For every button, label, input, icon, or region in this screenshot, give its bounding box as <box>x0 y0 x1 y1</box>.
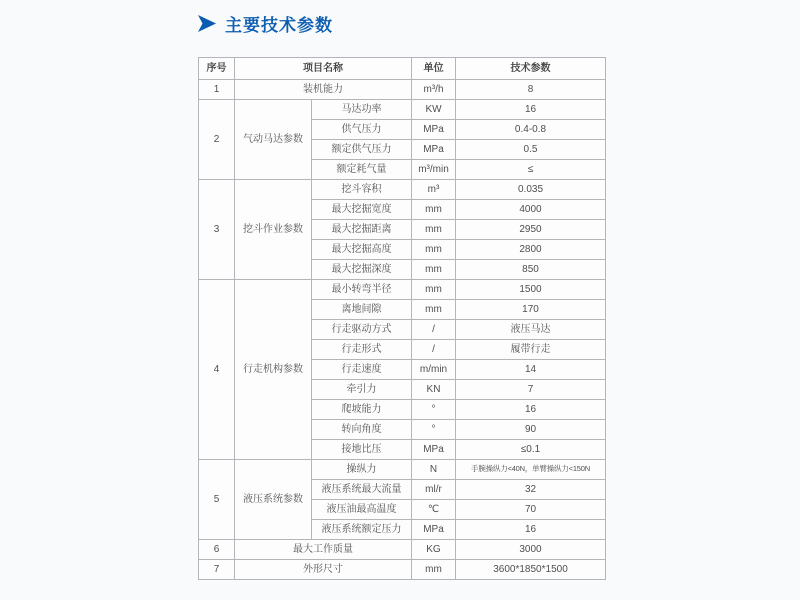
table-cell: KW <box>412 100 456 120</box>
specs-table <box>198 57 606 580</box>
table-cell: 8 <box>456 80 606 100</box>
table-cell: 挖斗作业参数 <box>235 180 312 280</box>
table-cell: ° <box>412 400 456 420</box>
table-cell: 7 <box>199 560 235 580</box>
table-cell: 操纵力 <box>312 460 412 480</box>
table-cell: MPa <box>412 140 456 160</box>
table-cell: mm <box>412 220 456 240</box>
table-cell: 6 <box>199 540 235 560</box>
table-cell: 7 <box>456 380 606 400</box>
table-cell: 16 <box>456 520 606 540</box>
table-body <box>199 80 606 580</box>
table-cell: 供气压力 <box>312 120 412 140</box>
table-cell: MPa <box>412 440 456 460</box>
table-cell: 14 <box>456 360 606 380</box>
table-row <box>199 460 606 480</box>
page-title: 主要技术参数 <box>225 16 333 35</box>
table-cell: ml/r <box>412 480 456 500</box>
table-cell: 1500 <box>456 280 606 300</box>
table-cell: 外形尺寸 <box>235 560 412 580</box>
table-cell: m³/min <box>412 160 456 180</box>
table-cell: MPa <box>412 120 456 140</box>
table-cell: 液压系统参数 <box>235 460 312 540</box>
header-cell: 项目名称 <box>235 58 412 80</box>
table-cell: 5 <box>199 460 235 540</box>
table-cell: 0.035 <box>456 180 606 200</box>
table-cell: 气动马达参数 <box>235 100 312 180</box>
table-cell: 液压马达 <box>456 320 606 340</box>
table-cell: 液压系统最大流量 <box>312 480 412 500</box>
table-cell: 3600*1850*1500 <box>456 560 606 580</box>
table-row <box>199 560 606 580</box>
table-cell: MPa <box>412 520 456 540</box>
table-cell: 2 <box>199 100 235 180</box>
table-cell: m/min <box>412 360 456 380</box>
table-row <box>199 280 606 300</box>
table-cell: KG <box>412 540 456 560</box>
table-cell: mm <box>412 260 456 280</box>
table-cell: 装机能力 <box>235 80 412 100</box>
table-cell: mm <box>412 280 456 300</box>
table-cell: 3 <box>199 180 235 280</box>
section-title <box>198 11 333 36</box>
table-cell: 1 <box>199 80 235 100</box>
table-cell: 液压系统额定压力 <box>312 520 412 540</box>
table-cell: 行走速度 <box>312 360 412 380</box>
table-cell: mm <box>412 200 456 220</box>
table-cell: 2800 <box>456 240 606 260</box>
table-row <box>199 100 606 120</box>
table-cell: 90 <box>456 420 606 440</box>
table-cell: 手腕操纵力<40N，单臂操纵力<150N <box>456 460 606 480</box>
table-cell: 离地间隙 <box>312 300 412 320</box>
table-cell: ≤0.1 <box>456 440 606 460</box>
table-header-row <box>199 58 606 80</box>
table-cell: mm <box>412 300 456 320</box>
table-cell: 850 <box>456 260 606 280</box>
table-cell: ≤ <box>456 160 606 180</box>
table-cell: ° <box>412 420 456 440</box>
table-cell: / <box>412 340 456 360</box>
header-cell: 单位 <box>412 58 456 80</box>
table-row <box>199 80 606 100</box>
table-cell: 4000 <box>456 200 606 220</box>
table-cell: N <box>412 460 456 480</box>
table-cell: 转向角度 <box>312 420 412 440</box>
table-cell: 额定耗气量 <box>312 160 412 180</box>
table-cell: 爬坡能力 <box>312 400 412 420</box>
table-cell: 行走驱动方式 <box>312 320 412 340</box>
table-cell: KN <box>412 380 456 400</box>
table-cell: 2950 <box>456 220 606 240</box>
table-cell: ℃ <box>412 500 456 520</box>
table-header <box>199 58 606 80</box>
table-cell: 最大挖掘高度 <box>312 240 412 260</box>
table-row <box>199 540 606 560</box>
table-row <box>199 180 606 200</box>
table-cell: 液压油最高温度 <box>312 500 412 520</box>
table-cell: / <box>412 320 456 340</box>
table-cell: 最大工作质量 <box>235 540 412 560</box>
table-cell: 70 <box>456 500 606 520</box>
table-cell: 马达功率 <box>312 100 412 120</box>
table-cell: 0.4-0.8 <box>456 120 606 140</box>
table-cell: 行走机构参数 <box>235 280 312 460</box>
table-cell: 0.5 <box>456 140 606 160</box>
header-cell: 技术参数 <box>456 58 606 80</box>
table-cell: m³/h <box>412 80 456 100</box>
table-cell: 170 <box>456 300 606 320</box>
table-cell: mm <box>412 240 456 260</box>
table-cell: 最大挖掘距离 <box>312 220 412 240</box>
table-cell: 16 <box>456 100 606 120</box>
table-cell: 行走形式 <box>312 340 412 360</box>
table-cell: 牵引力 <box>312 380 412 400</box>
right-arrowhead-icon <box>198 15 216 32</box>
table-cell: 4 <box>199 280 235 460</box>
table-cell: m³ <box>412 180 456 200</box>
table-cell: 最大挖掘深度 <box>312 260 412 280</box>
table-cell: 履带行走 <box>456 340 606 360</box>
table-cell: 16 <box>456 400 606 420</box>
header-cell: 序号 <box>199 58 235 80</box>
table-cell: 32 <box>456 480 606 500</box>
table-cell: 额定供气压力 <box>312 140 412 160</box>
table-cell: 最小转弯半径 <box>312 280 412 300</box>
table-cell: 最大挖掘宽度 <box>312 200 412 220</box>
table-cell: mm <box>412 560 456 580</box>
table-cell: 挖斗容积 <box>312 180 412 200</box>
table-cell: 接地比压 <box>312 440 412 460</box>
table-cell: 3000 <box>456 540 606 560</box>
